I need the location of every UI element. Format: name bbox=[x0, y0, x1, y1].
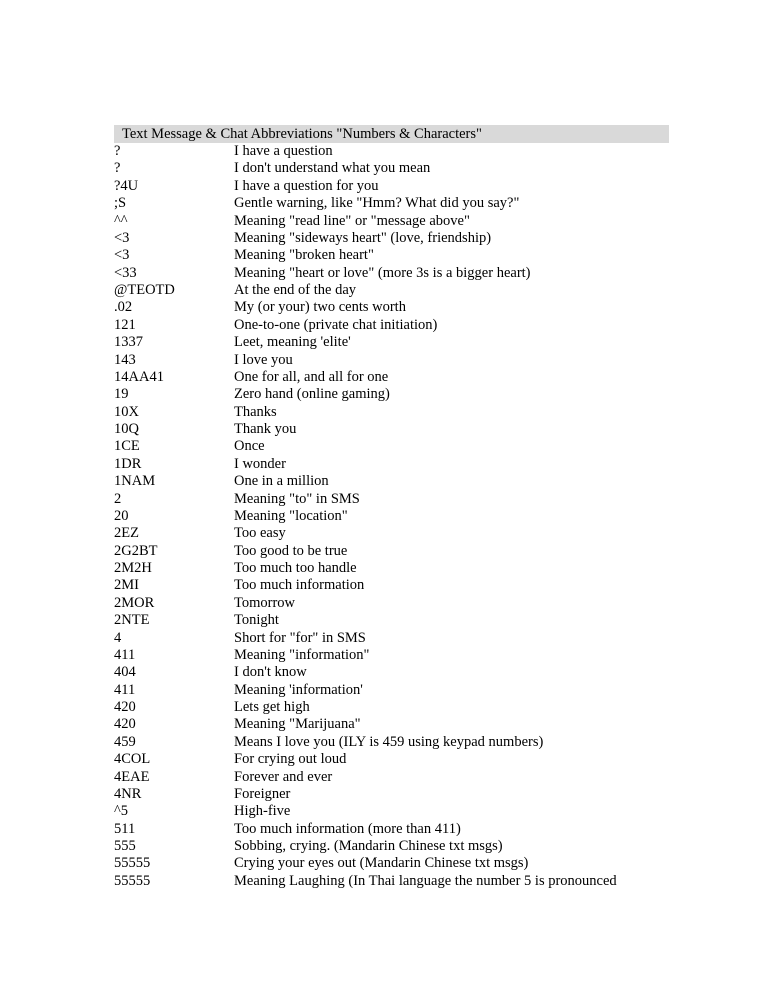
abbreviation-cell: 411 bbox=[114, 681, 136, 698]
table-row bbox=[114, 803, 674, 820]
meaning-cell: Meaning "location" bbox=[234, 507, 348, 524]
abbreviation-cell: 143 bbox=[114, 351, 136, 368]
abbreviation-cell: <33 bbox=[114, 264, 137, 281]
meaning-cell: Meaning Laughing (In Thai language the number 5 is pronounced bbox=[234, 872, 617, 889]
abbreviation-cell: 1337 bbox=[114, 334, 143, 351]
table-row bbox=[114, 491, 674, 508]
table-row bbox=[114, 421, 674, 438]
abbreviation-cell: 2EZ bbox=[114, 525, 139, 542]
table-row bbox=[114, 352, 674, 369]
table-row bbox=[114, 195, 674, 212]
meaning-cell: Meaning 'information' bbox=[234, 681, 363, 698]
table-row bbox=[114, 682, 674, 699]
table-row bbox=[114, 630, 674, 647]
table-row bbox=[114, 213, 674, 230]
abbreviation-cell: ? bbox=[114, 160, 121, 177]
table-row bbox=[114, 821, 674, 838]
meaning-cell: Foreigner bbox=[234, 785, 291, 802]
meaning-cell: Gentle warning, like "Hmm? What did you say?" bbox=[234, 195, 520, 212]
table-row bbox=[114, 404, 674, 421]
table-row bbox=[114, 543, 674, 560]
abbreviation-cell: 2 bbox=[114, 490, 122, 507]
meaning-cell: Meaning "Marijuana" bbox=[234, 716, 361, 733]
abbreviation-cell: 14AA41 bbox=[114, 368, 164, 385]
meaning-cell: Meaning "to" in SMS bbox=[234, 490, 360, 507]
abbreviation-cell: 4NR bbox=[114, 785, 142, 802]
table-row bbox=[114, 595, 674, 612]
table-row bbox=[114, 160, 674, 177]
meaning-cell: I have a question bbox=[234, 143, 333, 159]
abbreviation-cell: 1DR bbox=[114, 455, 142, 472]
meaning-cell: Meaning "heart or love" (more 3s is a bigger heart) bbox=[234, 264, 531, 281]
abbreviation-cell: ^5 bbox=[114, 803, 129, 820]
abbreviation-cell: 4EAE bbox=[114, 768, 150, 785]
meaning-cell: One in a million bbox=[234, 473, 329, 490]
abbreviation-cell: 4 bbox=[114, 629, 122, 646]
abbreviation-table bbox=[114, 143, 674, 890]
abbreviation-cell: 2NTE bbox=[114, 612, 150, 629]
table-row bbox=[114, 438, 674, 455]
abbreviation-cell: 2MI bbox=[114, 577, 139, 594]
meaning-cell: Crying your eyes out (Mandarin Chinese txt msgs) bbox=[234, 855, 529, 872]
meaning-cell: Too good to be true bbox=[234, 542, 348, 559]
meaning-cell: High-five bbox=[234, 803, 291, 820]
table-row bbox=[114, 786, 674, 803]
meaning-cell: Meaning "sideways heart" (love, friendship) bbox=[234, 229, 492, 246]
meaning-cell: My (or your) two cents worth bbox=[234, 299, 406, 316]
table-row bbox=[114, 369, 674, 386]
abbreviation-cell: 555 bbox=[114, 838, 136, 854]
abbreviation-cell: 4COL bbox=[114, 751, 151, 768]
abbreviation-cell: 19 bbox=[114, 386, 129, 403]
abbreviation-cell: ;S bbox=[114, 195, 127, 212]
abbreviation-cell: 2G2BT bbox=[114, 542, 158, 559]
meaning-cell: Once bbox=[234, 438, 265, 455]
abbreviation-cell: <3 bbox=[114, 229, 130, 246]
table-row bbox=[114, 473, 674, 490]
table-row bbox=[114, 612, 674, 629]
meaning-cell: Too easy bbox=[234, 525, 286, 542]
meaning-cell: Means I love you (ILY is 459 using keypad numbers) bbox=[234, 733, 544, 750]
meaning-cell: Sobbing, crying. (Mandarin Chinese txt msgs) bbox=[234, 838, 503, 854]
abbreviation-cell: 404 bbox=[114, 664, 136, 681]
abbreviation-cell: 459 bbox=[114, 733, 136, 750]
meaning-cell: Too much information bbox=[234, 577, 365, 594]
abbreviation-cell: 411 bbox=[114, 646, 136, 663]
meaning-cell: Leet, meaning 'elite' bbox=[234, 334, 351, 351]
abbreviation-cell: @TEOTD bbox=[114, 282, 175, 298]
abbreviation-cell: 511 bbox=[114, 820, 136, 837]
table-row bbox=[114, 560, 674, 577]
table-row bbox=[114, 178, 674, 195]
abbreviation-cell: 121 bbox=[114, 316, 136, 333]
table-row bbox=[114, 525, 674, 542]
meaning-cell: At the end of the day bbox=[234, 282, 357, 298]
meaning-cell: Tonight bbox=[234, 612, 279, 629]
table-row bbox=[114, 716, 674, 733]
abbreviation-cell: 10X bbox=[114, 403, 139, 420]
meaning-cell: Short for "for" in SMS bbox=[234, 629, 366, 646]
meaning-cell: Thank you bbox=[234, 421, 297, 437]
table-row bbox=[114, 873, 674, 890]
table-row bbox=[114, 143, 674, 160]
table-row bbox=[114, 508, 674, 525]
table-row bbox=[114, 699, 674, 716]
meaning-cell: Too much too handle bbox=[234, 560, 357, 576]
meaning-cell: One for all, and all for one bbox=[234, 368, 389, 385]
table-row bbox=[114, 230, 674, 247]
abbreviation-cell: 420 bbox=[114, 699, 136, 715]
table-row bbox=[114, 855, 674, 872]
table-row bbox=[114, 299, 674, 316]
table-row bbox=[114, 647, 674, 664]
abbreviation-cell: 2M2H bbox=[114, 560, 152, 576]
table-row bbox=[114, 751, 674, 768]
abbreviation-cell: 20 bbox=[114, 507, 129, 524]
abbreviation-cell: ? bbox=[114, 143, 121, 159]
meaning-cell: Tomorrow bbox=[234, 594, 296, 611]
table-row bbox=[114, 577, 674, 594]
table-row bbox=[114, 386, 674, 403]
table-row bbox=[114, 265, 674, 282]
abbreviation-cell: 55555 bbox=[114, 855, 151, 872]
meaning-cell: I wonder bbox=[234, 455, 286, 472]
meaning-cell: Meaning "read line" or "message above" bbox=[234, 212, 470, 229]
meaning-cell: Lets get high bbox=[234, 699, 310, 715]
abbreviation-cell: ?4U bbox=[114, 177, 139, 194]
abbreviation-cell: 420 bbox=[114, 716, 136, 733]
abbreviation-cell: 55555 bbox=[114, 872, 151, 889]
meaning-cell: Meaning "information" bbox=[234, 646, 370, 663]
meaning-cell: For crying out loud bbox=[234, 751, 347, 768]
meaning-cell: Meaning "broken heart" bbox=[234, 247, 374, 264]
table-row bbox=[114, 456, 674, 473]
abbreviation-cell: 10Q bbox=[114, 421, 139, 437]
table-row bbox=[114, 317, 674, 334]
meaning-cell: I don't know bbox=[234, 664, 307, 681]
abbreviation-cell: .02 bbox=[114, 299, 133, 316]
table-row bbox=[114, 282, 674, 299]
table-row bbox=[114, 734, 674, 751]
meaning-cell: One-to-one (private chat initiation) bbox=[234, 316, 438, 333]
table-row bbox=[114, 838, 674, 855]
abbreviation-cell: 2MOR bbox=[114, 594, 155, 611]
meaning-cell: I have a question for you bbox=[234, 177, 379, 194]
table-header: Text Message & Chat Abbreviations "Numbers & Characters" bbox=[114, 125, 669, 143]
abbreviation-cell: 1CE bbox=[114, 438, 140, 455]
table-row bbox=[114, 769, 674, 786]
meaning-cell: I don't understand what you mean bbox=[234, 160, 431, 177]
abbreviation-cell: 1NAM bbox=[114, 473, 156, 490]
meaning-cell: Thanks bbox=[234, 403, 277, 420]
meaning-cell: Zero hand (online gaming) bbox=[234, 386, 390, 403]
table-row bbox=[114, 664, 674, 681]
table-row bbox=[114, 247, 674, 264]
abbreviation-cell: <3 bbox=[114, 247, 130, 264]
meaning-cell: I love you bbox=[234, 351, 293, 368]
meaning-cell: Forever and ever bbox=[234, 768, 333, 785]
abbreviation-cell: ^^ bbox=[114, 212, 128, 229]
meaning-cell: Too much information (more than 411) bbox=[234, 820, 461, 837]
table-row bbox=[114, 334, 674, 351]
